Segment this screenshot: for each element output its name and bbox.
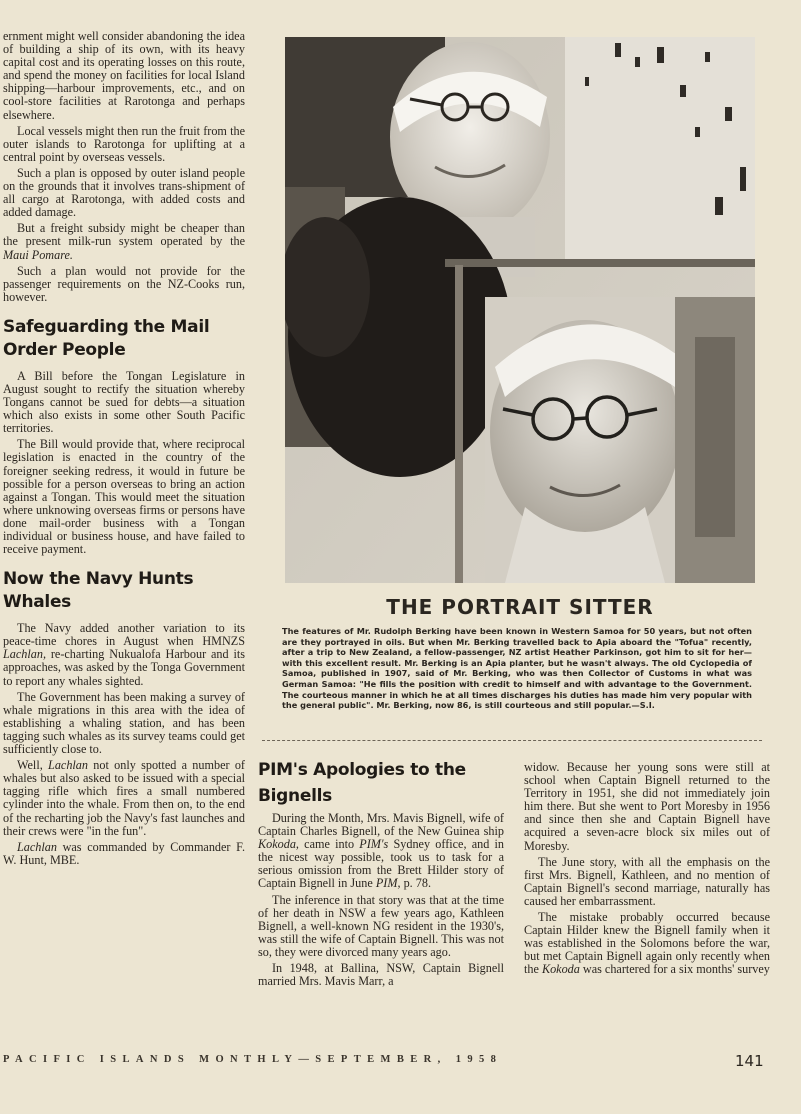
portrait-photo <box>285 37 755 583</box>
page-number: 141 <box>735 1052 764 1070</box>
middle-column <box>258 812 504 991</box>
ship-name: Kokoda <box>541 962 580 977</box>
paragraph-text: During the Month, Mrs. Mavis Bignell, wife of Captain Charles Bignell, of the New Guinea ship <box>258 811 504 839</box>
article-paragraph <box>258 812 504 891</box>
intro-paragraph: Local vessels might then run the fruit from the outer islands to Rarotonga for uplifting at a central point by overseas vessels. <box>3 123 245 164</box>
ship-name: Lachlan <box>48 758 88 773</box>
article-paragraph <box>3 841 245 867</box>
paragraph-text: The mistake probably occurred because Captain Hilder knew the Bignell family when it was established in the Solomons before the war, but met Captain Bignell again only recently when the <box>524 910 770 977</box>
article-headline: Safeguarding the Mail Order People <box>3 316 210 360</box>
intro-paragraph: Such a plan would not provide for the passenger requirements on the NZ-Cooks run, however. <box>3 263 245 304</box>
paragraph-text: was chartered for a six months' survey <box>579 962 770 977</box>
paragraph-text: Well, <box>17 758 49 773</box>
paragraph-text: not only spotted a number of whales but also asked to be issued with a special tagging rifle which fires a small numbered cylinder into the whale. From then on, to the end of the recharting job the Navy's fast launches and their crews were "in the fun". <box>3 758 245 838</box>
article-paragraph: The inference in that story was that at the time of her death in NSW a few years ago, Kathleen Bignell, a well-known NG resident in the 1930's, was still the wife of Captain Bignell. This was not so, they were divorced many years ago. <box>258 892 504 959</box>
paragraph-text: The Navy added another variation to its peace-time chores in August when HMNZS <box>3 621 245 649</box>
article-paragraph <box>3 759 245 838</box>
paragraph-text: was commanded by Commander F. W. Hunt, MBE. <box>3 839 245 867</box>
intro-paragraph: ernment might well consider abandoning the idea of building a ship of its own, with its heavy capital cost and its operating losses on this route, and spend the money on facilities for local Island shipping—harbour improvements, etc., and on cool-store facilities at Rarotonga and perhaps elsewhere. <box>3 29 245 122</box>
publication-name: PIM, <box>375 876 401 891</box>
ship-name: Kokoda, <box>258 837 299 852</box>
article-paragraph: widow. Because her young sons were still at school when Captain Bignell returned to the Territory in 1951, she did not immediately join him there. But she went to Port Moresby in 1956 and since then she and Captain Bignell have acquired a seven-acre block six miles out of Moresby. <box>524 760 770 853</box>
article-paragraph: The June story, with all the emphasis on the first Mrs. Bignell, Kathleen, and no mention of Captain Bignell's second marriage, naturally has caused her embarrassment. <box>524 854 770 908</box>
article-paragraph: The Government has been making a survey of whale migrations in this area with the idea of establishing a whaling station, and has been tagging such whales as its survey teams could get sufficiently close to. <box>3 689 245 757</box>
ship-name: Lachlan, <box>3 647 46 662</box>
article-headline: PIM's Apologies to the Bignells <box>258 760 466 806</box>
intro-paragraph: Such a plan is opposed by outer island people on the grounds that it involves trans-shipment of all cargo at Rarotonga, with added costs and added damage. <box>3 165 245 220</box>
article-paragraph: In 1948, at Ballina, NSW, Captain Bignell married Mrs. Mavis Marr, a <box>258 961 504 989</box>
article-paragraph: A Bill before the Tongan Legislature in August sought to rectify the situation whereby Tongans cannot be sued for debts—a situation which also exists in some other South Pacific territories. <box>3 368 245 436</box>
photo-title: THE PORTRAIT SITTER <box>386 595 654 619</box>
paragraph-text: p. 78. <box>400 876 431 891</box>
article-paragraph <box>3 622 245 687</box>
section-divider <box>262 740 762 741</box>
right-column <box>524 761 770 980</box>
article-paragraph <box>524 911 770 976</box>
intro-paragraph <box>3 222 245 261</box>
paragraph-text: Sydney office, and in the nicest way possible, took us to task for a serious omission from the Brett Hilder story of Captain Bignell in June <box>258 837 504 891</box>
photo-caption: The features of Mr. Rudolph Berking have been known in Western Samoa for 50 years, but not often are they portrayed in oils. But when Mr. Berking travelled back to Apia aboard the "Tofua" recently, after a trip to New Zealand, a fellow-passenger, NZ artist Heather Parkinson, got him to sit for her—with this excellent result. Mr. Berking is an Apia planter, but he wasn't always. The old Cyclopedia of Samoa, published in 1907, said of Mr. Berking, who was then Collector of Customs in what was German Samoa: "He fills the position with credit to himself and with advantage to the Government. The courteous manner in which he at all times discharges his duties has made him very popular with the general public". Mr. Berking, now 86, is still courteous and still popular.—S.I. <box>282 626 752 711</box>
paragraph-text: came into <box>298 837 360 852</box>
ship-name: Lachlan <box>17 839 57 854</box>
portrait-painting-image <box>285 37 755 583</box>
paragraph-text: But a freight subsidy might be cheaper than the present milk-run system operated by the <box>3 221 245 249</box>
publication-name: PIM's <box>359 837 389 852</box>
ship-name: Maui Pomare. <box>3 247 73 262</box>
article-paragraph: The Bill would provide that, where reciprocal legislation is enacted in the country of the foreigner seeking redress, it would in future be possible for a person overseas to bring an action against a Tongan. This would meet the situation where unknowing overseas firms or persons have done mail-order business with a Tongan individual or business house, and have failed to receive payment. <box>3 437 245 557</box>
page-footer: PACIFIC ISLANDS MONTHLY—SEPTEMBER, 1958 <box>3 1054 503 1065</box>
paragraph-text: re-charting Nukualofa Harbour and its approaches, was asked by the Tonga Government to report any whales sighted. <box>3 647 245 688</box>
article-headline: Now the Navy Hunts Whales <box>3 569 194 613</box>
left-column <box>3 30 245 870</box>
